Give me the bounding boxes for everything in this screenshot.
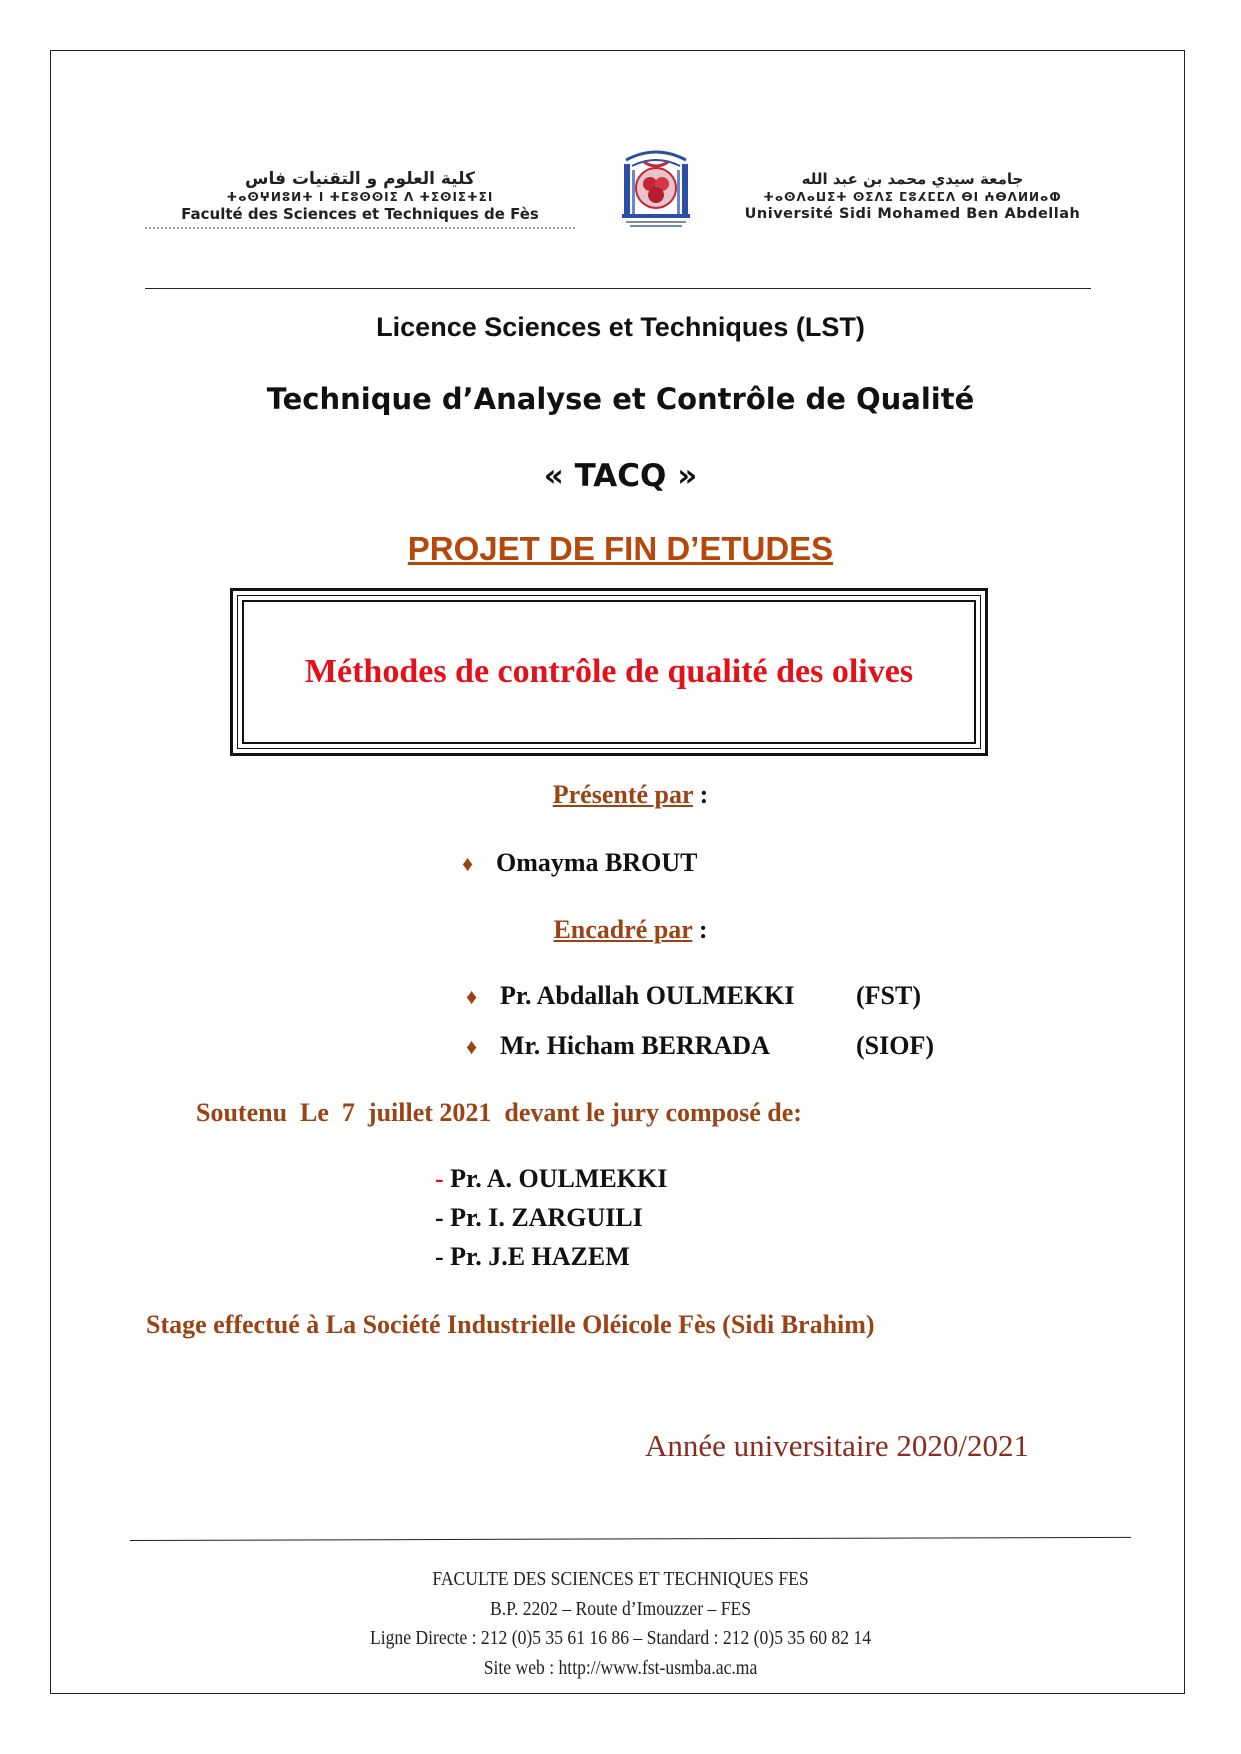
filiere-title: Technique d’Analyse et Contrôle de Qualité bbox=[266, 382, 975, 416]
supervised-by-colon: : bbox=[692, 915, 708, 944]
internship-statement: Stage effectué à La Société Industrielle Oléicole Fès (Sidi Brahim) bbox=[146, 1310, 875, 1339]
header-divider bbox=[145, 288, 1091, 289]
fst-logo-french: Faculté des Sciences et Techniques de Fès bbox=[181, 205, 539, 223]
fst-logo-arabic: كلية العلوم و التقنيات فاس bbox=[245, 169, 475, 189]
defense-statement: Soutenu Le 7 juillet 2021 devant le jury composé de: bbox=[196, 1098, 802, 1127]
supervisor-affiliation: (FST) bbox=[856, 981, 921, 1010]
supervisor-name: Mr. Hicham BERRADA bbox=[500, 1031, 770, 1060]
university-logo-arabic: جامعة سيدي محمد بن عبد الله bbox=[801, 170, 1024, 188]
footer-institution: FACULTE DES SCIENCES ET TECHNIQUES FES bbox=[432, 1568, 809, 1590]
dash-bullet: - bbox=[435, 1242, 451, 1271]
university-logo-tifinagh: ⵜⴰⵙⴷⴰⵡⵉⵜ ⵙⵉⴷⵉ ⵎⵓⵃⵎⵎⴷ ⴱⵏ ⵄⴱⴷⵍⵍⴰⵀ bbox=[763, 190, 1062, 204]
jury-member-name: Pr. A. OULMEKKI bbox=[450, 1164, 668, 1193]
jury-member-name: Pr. J.E HAZEM bbox=[450, 1242, 630, 1271]
project-title-box-inner bbox=[237, 595, 981, 749]
fst-logo-tifinagh: ⵜⴰⵙⵖⵍⵓⵍⵜ ⵏ ⵜⵎⵓⵙⵙⵏⵉ ⴷ ⵜⵉⵙⵏⵉⵜⵉⵏ bbox=[226, 190, 494, 204]
student-name: Omayma BROUT bbox=[496, 848, 698, 877]
project-title-box-frame bbox=[242, 600, 976, 744]
academic-year: Année universitaire 2020/2021 bbox=[645, 1428, 1029, 1463]
university-seal-icon bbox=[612, 148, 700, 228]
dash-bullet: - bbox=[435, 1203, 451, 1232]
supervisor-item bbox=[466, 1031, 770, 1061]
diamond-bullet-icon: ♦ bbox=[462, 851, 474, 876]
jury-member bbox=[435, 1164, 667, 1194]
supervisor-item bbox=[466, 981, 795, 1011]
project-title: Méthodes de contrôle de qualité des olives bbox=[304, 653, 914, 690]
supervised-by-heading bbox=[0, 915, 1241, 945]
university-logo bbox=[725, 168, 1100, 224]
project-title-box bbox=[230, 588, 988, 756]
jury-member bbox=[435, 1203, 643, 1233]
dash-bullet: - bbox=[435, 1164, 451, 1193]
supervised-by-label: Encadré par bbox=[553, 915, 693, 944]
footer-website: Site web : http://www.fst-usmba.ac.ma bbox=[483, 1657, 758, 1679]
fst-logo bbox=[140, 168, 580, 229]
presented-by-label: Présenté par bbox=[552, 780, 694, 809]
filiere-abbreviation: « TACQ » bbox=[543, 458, 698, 494]
university-logo-french: Université Sidi Mohamed Ben Abdellah bbox=[744, 206, 1081, 222]
project-heading: PROJET DE FIN D’ETUDES bbox=[407, 530, 834, 567]
jury-member-name: Pr. I. ZARGUILI bbox=[450, 1203, 643, 1232]
jury-member bbox=[435, 1242, 630, 1272]
diamond-bullet-icon: ♦ bbox=[466, 1034, 478, 1059]
footer-address: B.P. 2202 – Route d’Imouzzer – FES bbox=[489, 1598, 752, 1620]
student-item bbox=[462, 848, 698, 878]
supervisor-name: Pr. Abdallah OULMEKKI bbox=[500, 981, 795, 1010]
licence-title: Licence Sciences et Techniques (LST) bbox=[376, 312, 865, 342]
presented-by-colon: : bbox=[693, 780, 709, 809]
footer-phone: Ligne Directe : 212 (0)5 35 61 16 86 – Standard : 212 (0)5 35 60 82 14 bbox=[369, 1627, 872, 1649]
presented-by-heading bbox=[0, 780, 1241, 810]
diamond-bullet-icon: ♦ bbox=[466, 984, 478, 1009]
fst-logo-underline bbox=[145, 227, 575, 229]
supervisor-affiliation: (SIOF) bbox=[856, 1031, 934, 1060]
